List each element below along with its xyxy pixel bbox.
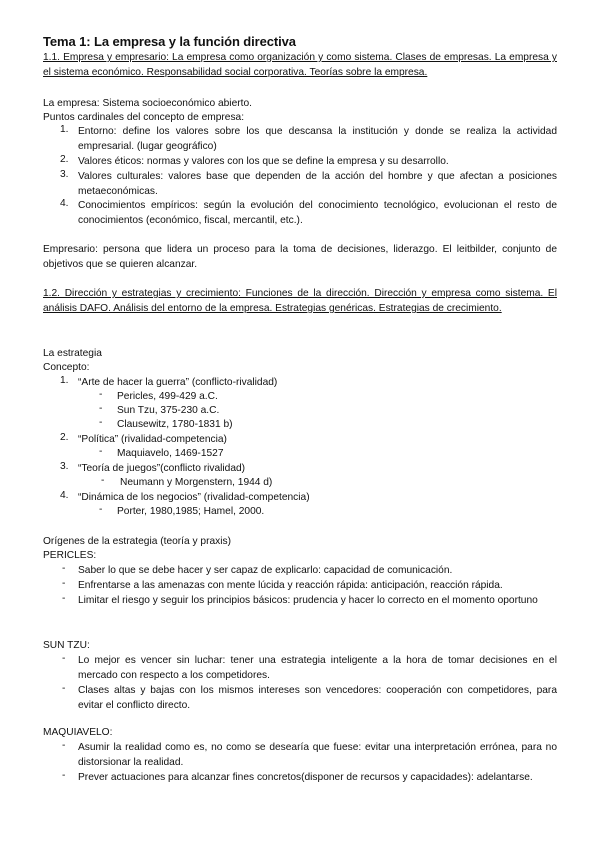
punto-2-number: 2. — [60, 154, 69, 165]
pericles-2: Enfrentarse a las amenazas con mente lúcida y reacción rápida: anticipación, reacción rápida. — [78, 580, 503, 591]
punto-3-number: 3. — [60, 169, 69, 180]
concepto-1-sub-1: Pericles, 499-429 a.C. — [117, 391, 218, 402]
pericles-2-dash: - — [62, 578, 66, 589]
page-title: Tema 1: La empresa y la función directiva — [43, 34, 296, 49]
concepto-2-sub-1-dash: - — [99, 446, 103, 457]
concepto-line: Concepto: — [43, 362, 90, 373]
maquiavelo-1-dash: - — [62, 740, 66, 751]
puntos-line: Puntos cardinales del concepto de empresa: — [43, 112, 245, 123]
suntzu-1: Lo mejor es vencer sin luchar: tener una estrategia inteligente a la hora de tomar decisiones en el mercado con respecto a los competidores. — [78, 655, 557, 681]
punto-1-text: Entorno: define los valores sobre los que descansa la institución y donde se realiza la actividad empresarial. (lugar geográfico) — [78, 126, 557, 152]
maquiavelo-1: Asumir la realidad como es, no como se desearía que fuese: evitar una interpretación errónea, para no distorsionar la realidad. — [78, 742, 557, 768]
pericles-3-dash: - — [62, 593, 66, 604]
concepto-1-sub-1-dash: - — [99, 389, 103, 400]
concepto-4-text: “Dinámica de los negocios” (rivalidad-competencia) — [78, 492, 310, 503]
concepto-3-sub-1-dash: - — [101, 475, 105, 486]
section-1-heading: 1.1. Empresa y empresario: La empresa como organización y como sistema. Clases de empresas. La empresa y el sistema económico. Responsabilidad social corporativa. Teorías sobre la empresa. — [43, 52, 557, 78]
concepto-1-sub-3: Clausewitz, 1780-1831 b) — [117, 419, 233, 430]
concepto-1-sub-2: Sun Tzu, 375-230 a.C. — [117, 405, 220, 416]
concepto-1-number: 1. — [60, 375, 69, 386]
suntzu-1-dash: - — [62, 653, 66, 664]
punto-1-number: 1. — [60, 124, 69, 135]
maquiavelo-2-dash: - — [62, 770, 66, 781]
empresa-line: La empresa: Sistema socioeconómico abierto. — [43, 98, 252, 109]
concepto-3-number: 3. — [60, 461, 69, 472]
pericles-label: PERICLES: — [43, 550, 97, 561]
punto-4-text: Conocimientos empíricos: según la evolución del conocimiento tecnológico, evolucionan el resto de conocimientos (económico, fiscal, mercantil, etc.). — [78, 200, 557, 226]
maquiavelo-label: MAQUIAVELO: — [43, 727, 113, 738]
suntzu-2-dash: - — [62, 683, 66, 694]
empresario-paragraph: Empresario: persona que lidera un proceso para la toma de decisiones, liderazgo. El leitbilder, conjunto de objetivos que se quieren alcanzar. — [43, 244, 557, 270]
concepto-2-sub-1: Maquiavelo, 1469-1527 — [117, 448, 224, 459]
concepto-1-sub-3-dash: - — [99, 417, 103, 428]
punto-2-text: Valores éticos: normas y valores con los que se define la empresa y su desarrollo. — [78, 156, 449, 167]
suntzu-2: Clases altas y bajas con los mismos intereses son vencedores: cooperación con competidores, para evitar el conflicto directo. — [78, 685, 557, 711]
concepto-1-text: “Arte de hacer la guerra” (conflicto-rivalidad) — [78, 377, 278, 388]
suntzu-label: SUN TZU: — [43, 640, 90, 651]
concepto-4-sub-1-dash: - — [99, 504, 103, 515]
estrategia-line: La estrategia — [43, 348, 102, 359]
concepto-2-text: “Política” (rivalidad-competencia) — [78, 434, 227, 445]
pericles-1-dash: - — [62, 563, 66, 574]
pericles-1: Saber lo que se debe hacer y ser capaz de explicarlo: capacidad de comunicación. — [78, 565, 453, 576]
concepto-2-number: 2. — [60, 432, 69, 443]
maquiavelo-2: Prever actuaciones para alcanzar fines concretos(disponer de recursos y capacidades): adelantarse. — [78, 772, 533, 783]
section-2-heading: 1.2. Dirección y estrategias y crecimiento: Funciones de la dirección. Dirección y empresa como sistema. El análisis DAFO. Análisis del entorno de la empresa. Estrategias genéricas. Estrategias de crecimiento. — [43, 288, 557, 314]
concepto-3-text: “Teoría de juegos”(conflicto rivalidad) — [78, 463, 246, 474]
concepto-4-number: 4. — [60, 490, 69, 501]
origenes-line: Orígenes de la estrategia (teoría y praxis) — [43, 536, 231, 547]
concepto-3-sub-1: Neumann y Morgenstern, 1944 d) — [120, 477, 273, 488]
punto-3-text: Valores culturales: valores base que dependen de la acción del hombre y que afectan a posiciones metaeconómicas. — [78, 171, 557, 197]
punto-4-number: 4. — [60, 198, 69, 209]
concepto-1-sub-2-dash: - — [99, 403, 103, 414]
concepto-4-sub-1: Porter, 1980,1985; Hamel, 2000. — [117, 506, 265, 517]
pericles-3: Limitar el riesgo y seguir los principios básicos: prudencia y hacer lo correcto en el momento oportuno — [78, 595, 538, 606]
